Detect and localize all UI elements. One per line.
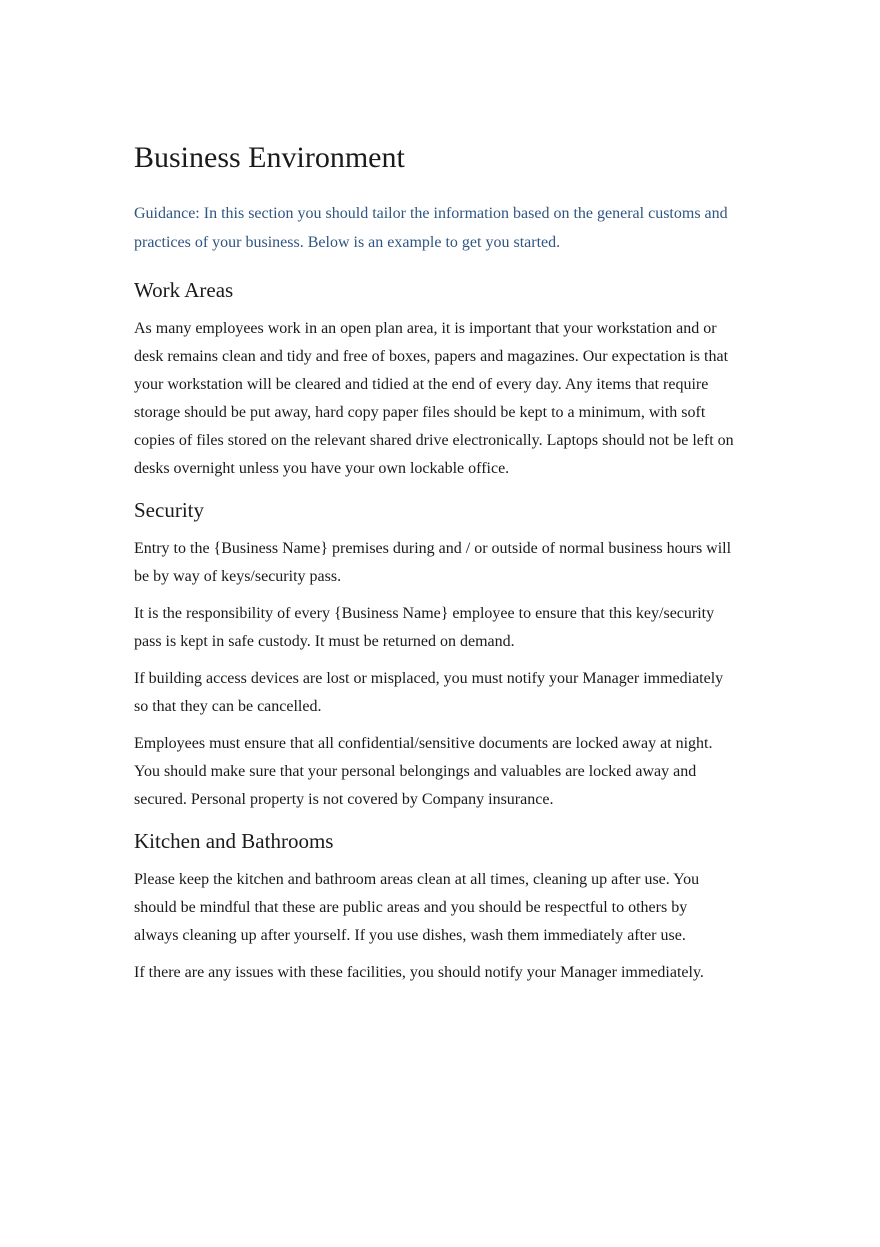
paragraph: It is the responsibility of every {Business Name} employee to ensure that this key/security pass is kept in safe custody. It must be returned on demand. [134,605,715,650]
section-security [134,495,734,814]
section-kitchen-bathrooms [134,826,734,987]
page-title: Business Environment [134,141,405,174]
paragraph: As many employees work in an open plan area, it is important that your workstation and or desk remains clean and tidy and free of boxes, papers and magazines. Our expectation is that your workstation will be cleared and tidied at the end of every day. Any items that require storage should be put away, hard copy paper files should be kept to a minimum, with soft copies of files stored on the relevant shared drive electronically. Laptops should not be left on desks overnight unless you have your own lockable office. [134,320,734,477]
guidance-note: Guidance: In this section you should tailor the information based on the general customs and practices of your business. Below is an example to get you started. [134,205,728,251]
section-heading: Work Areas [134,278,234,302]
paragraph: Entry to the {Business Name} premises during and / or outside of normal business hours will be by way of keys/security pass. [134,540,732,585]
section-work-areas [134,275,734,483]
section-heading: Security [134,498,204,522]
paragraph: If there are any issues with these facilities, you should notify your Manager immediately. [134,964,704,981]
document-page [134,138,734,996]
paragraph: If building access devices are lost or misplaced, you must notify your Manager immediately so that they can be cancelled. [134,670,724,715]
paragraph: Employees must ensure that all confidential/sensitive documents are locked away at night. You should make sure that your personal belongings and valuables are locked away and secured. Personal property is not covered by Company insurance. [134,735,713,808]
paragraph: Please keep the kitchen and bathroom areas clean at all times, cleaning up after use. You should be mindful that these are public areas and you should be respectful to others by always cleaning up after yourself. If you use dishes, wash them immediately after use. [134,871,700,944]
section-heading: Kitchen and Bathrooms [134,829,334,853]
